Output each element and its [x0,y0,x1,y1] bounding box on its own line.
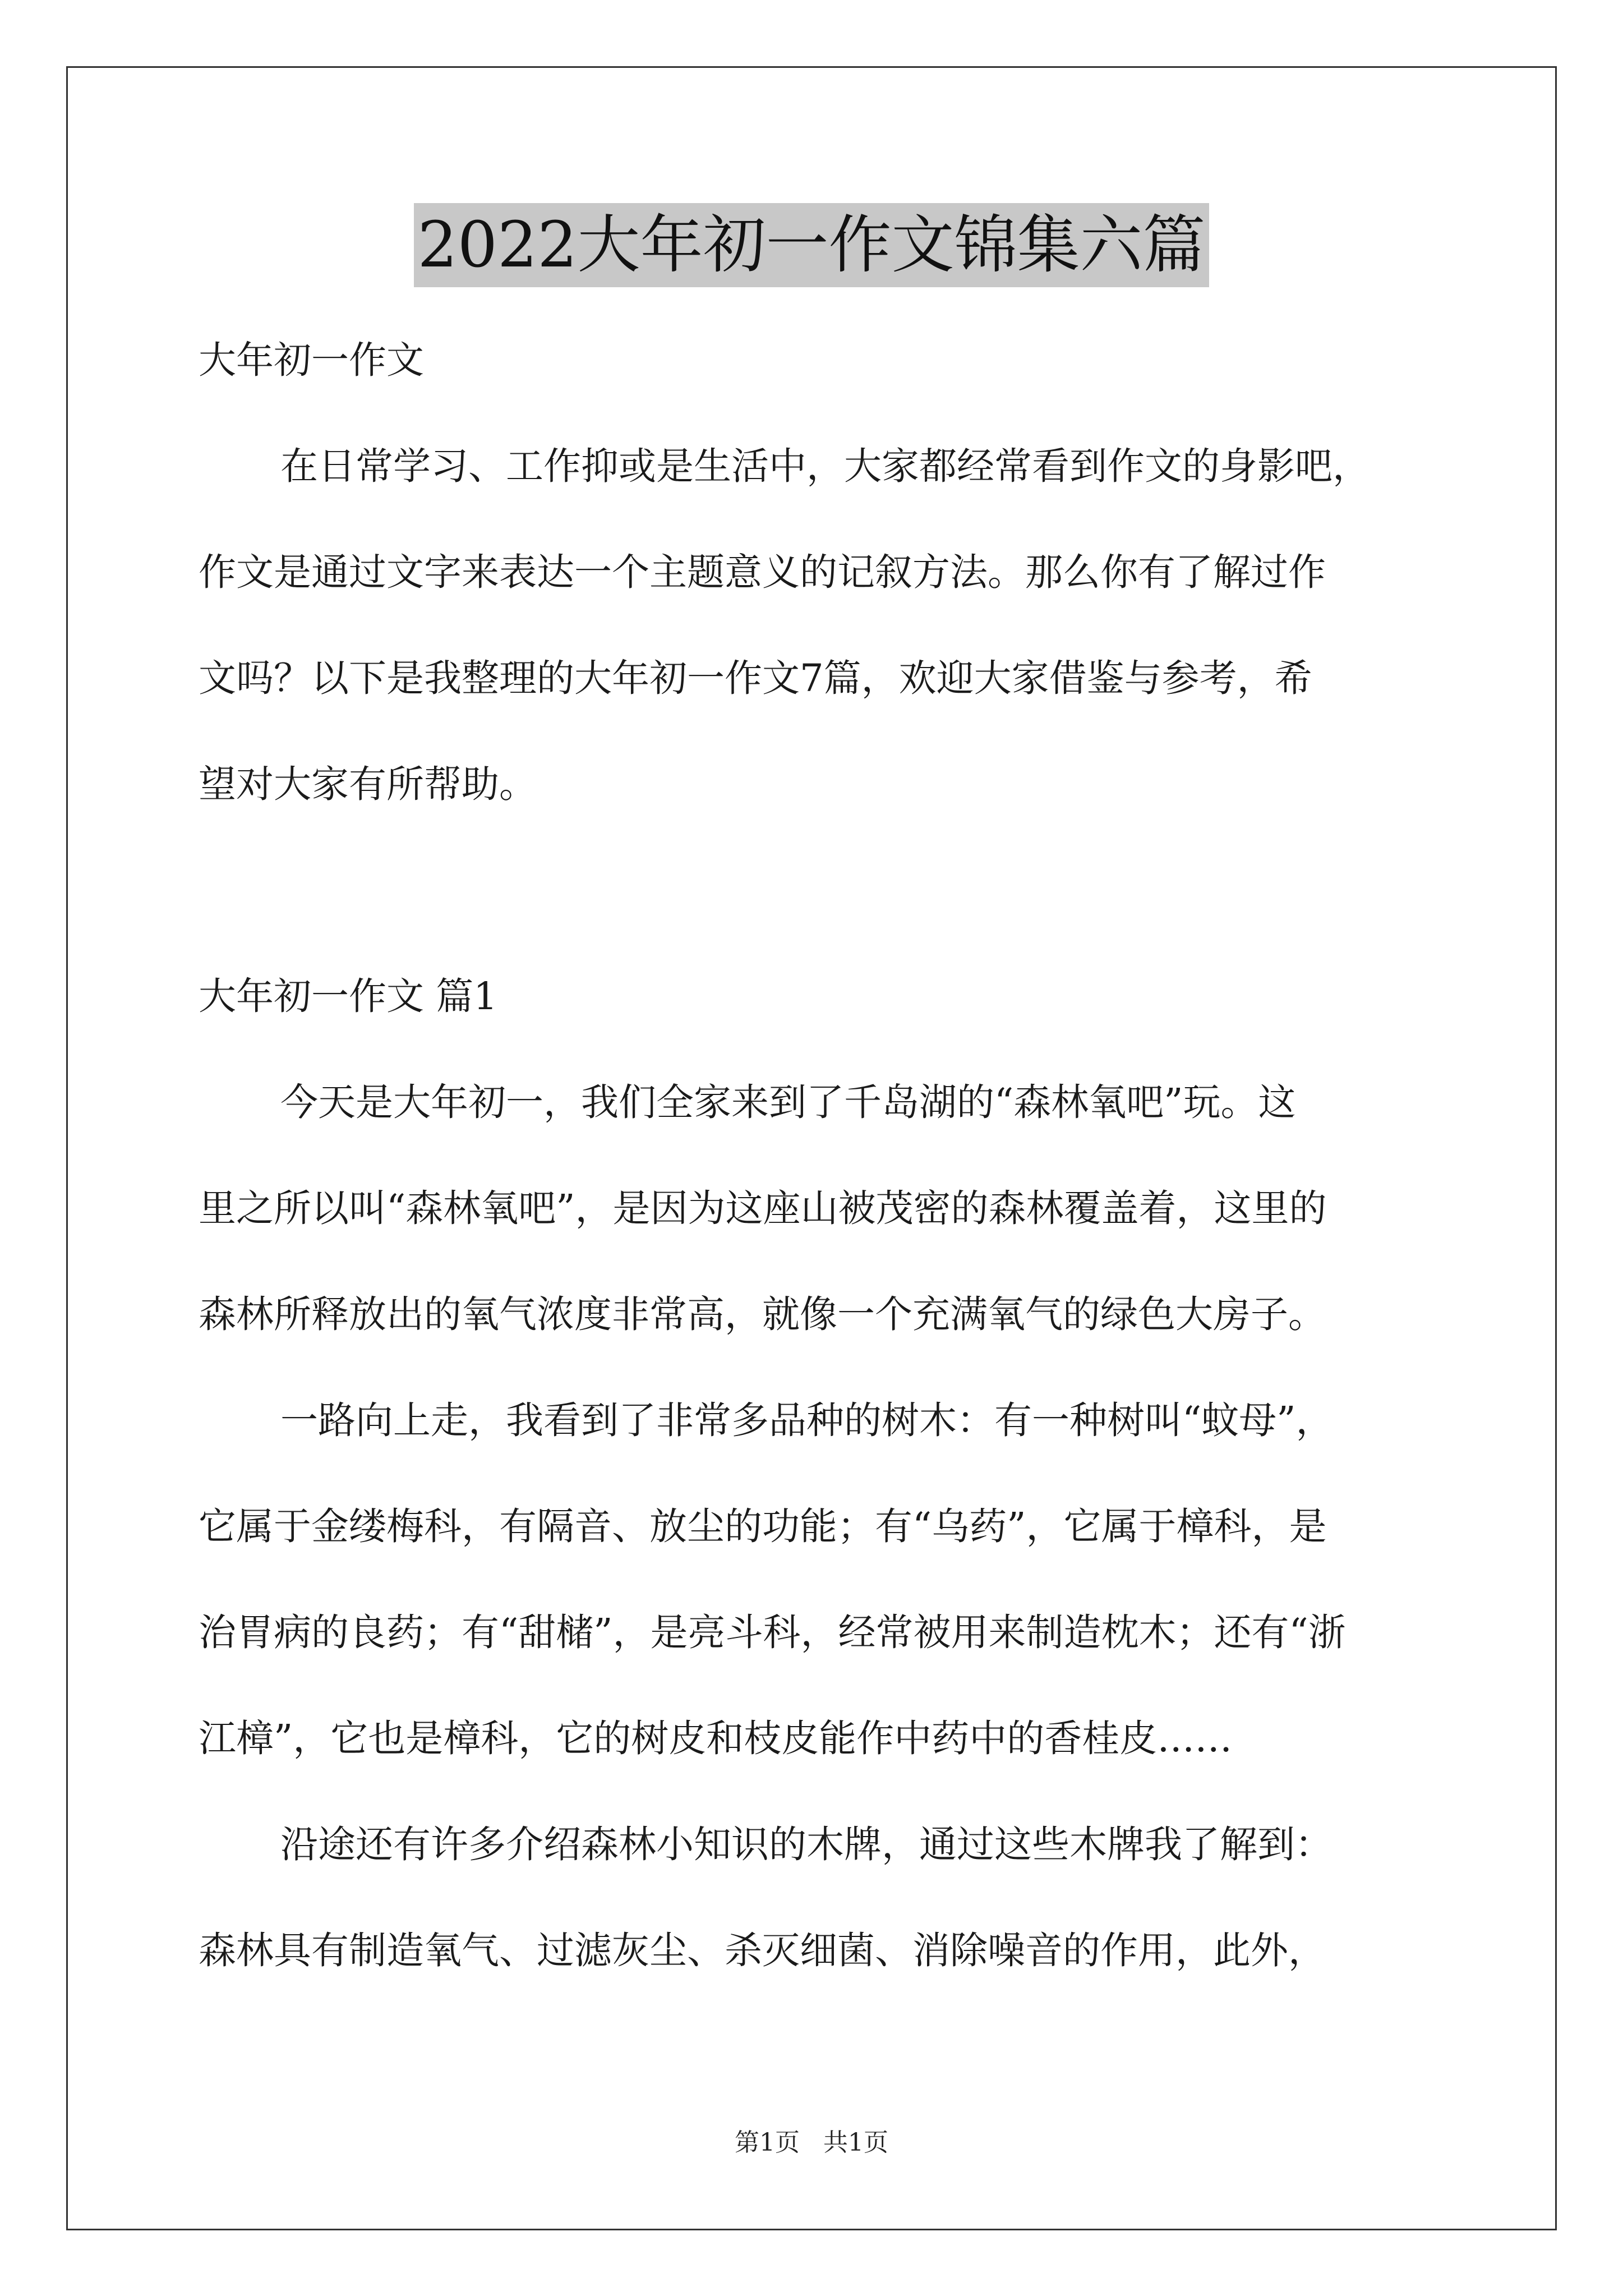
title-container [0,203,1623,287]
page-footer: 第1页 共1页 [735,2128,888,2157]
para2-line-3: 治胃病的良药；有“甜槠”，是亮斗科，经常被用来制造枕木；还有“浙 [199,1611,1346,1654]
para2-line-1: 一路向上走，我看到了非常多品种的树木：有一种树叫“蚊母”， [280,1398,1334,1442]
section-spacer [199,838,1432,944]
intro-heading: 大年初一作文 [199,338,424,382]
intro-line-2: 作文是通过文字来表达一个主题意义的记叙方法。那么你有了解过作 [199,550,1326,594]
document-title: 2022大年初一作文锦集六篇 [414,203,1209,287]
para2-line-4: 江樟”，它也是樟科，它的树皮和枝皮能作中药中的香桂皮…… [199,1717,1233,1760]
para1-line-1: 今天是大年初一，我们全家来到了千岛湖的“森林氧吧”玩。这 [280,1080,1296,1124]
section1-heading: 大年初一作文 篇1 [199,974,497,1018]
document-body [199,307,1432,2004]
para3-line-2: 森林具有制造氧气、过滤灰尘、杀灭细菌、消除噪音的作用，此外， [199,1929,1326,1972]
para3-line-1: 沿途还有许多介绍森林小知识的木牌，通过这些木牌我了解到： [280,1823,1332,1866]
para2-line-2: 它属于金缕梅科，有隔音、放尘的功能；有“乌药”，它属于樟科，是 [199,1504,1327,1548]
para1-line-2: 里之所以叫“森林氧吧”，是因为这座山被茂密的森林覆盖着，这里的 [199,1186,1327,1230]
intro-line-4: 望对大家有所帮助。 [199,762,537,806]
intro-line-1: 在日常学习、工作抑或是生活中，大家都经常看到作文的身影吧， [280,444,1370,488]
para1-line-3: 森林所释放出的氧气浓度非常高，就像一个充满氧气的绿色大房子。 [199,1292,1326,1336]
intro-line-3: 文吗？以下是我整理的大年初一作文7篇，欢迎大家借鉴与参考，希 [199,656,1312,700]
